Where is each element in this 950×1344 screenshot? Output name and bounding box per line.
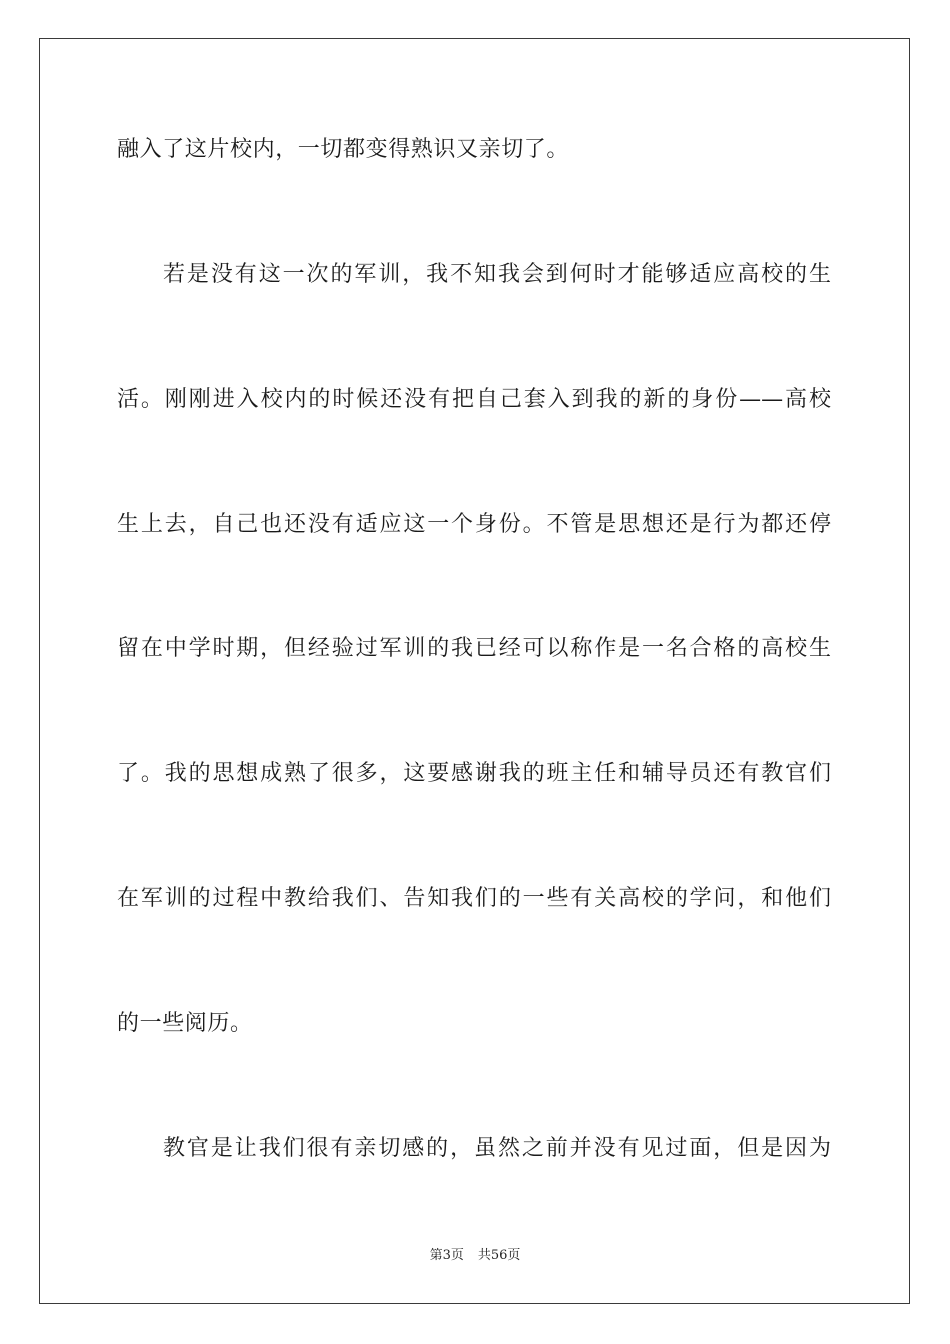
paragraph-line: 活。刚刚进入校内的时候还没有把自己套入到我的新的身份——高校	[117, 387, 831, 412]
page-border	[39, 38, 910, 1304]
page-number: 第3页	[429, 1248, 464, 1263]
paragraph-line: 了。我的思想成熟了很多，这要感谢我的班主任和辅导员还有教官们	[117, 761, 831, 786]
paragraph-line: 若是没有这一次的军训，我不知我会到何时才能够适应高校的生	[163, 262, 831, 287]
paragraph-line: 留在中学时期，但经验过军训的我已经可以称作是一名合格的高校生	[117, 636, 831, 661]
page-footer	[0, 1247, 950, 1265]
paragraph-line: 的一些阅历。	[117, 1011, 253, 1036]
paragraph-line: 在军训的过程中教给我们、告知我们的一些有关高校的学问，和他们	[117, 886, 831, 911]
page-total: 共56页	[477, 1248, 521, 1263]
paragraph-line: 教官是让我们很有亲切感的，虽然之前并没有见过面，但是因为	[163, 1136, 831, 1161]
paragraph-line: 融入了这片校内，一切都变得熟识又亲切了。	[117, 137, 570, 162]
paragraph-line: 生上去，自己也还没有适应这一个身份。不管是思想还是行为都还停	[117, 512, 831, 537]
